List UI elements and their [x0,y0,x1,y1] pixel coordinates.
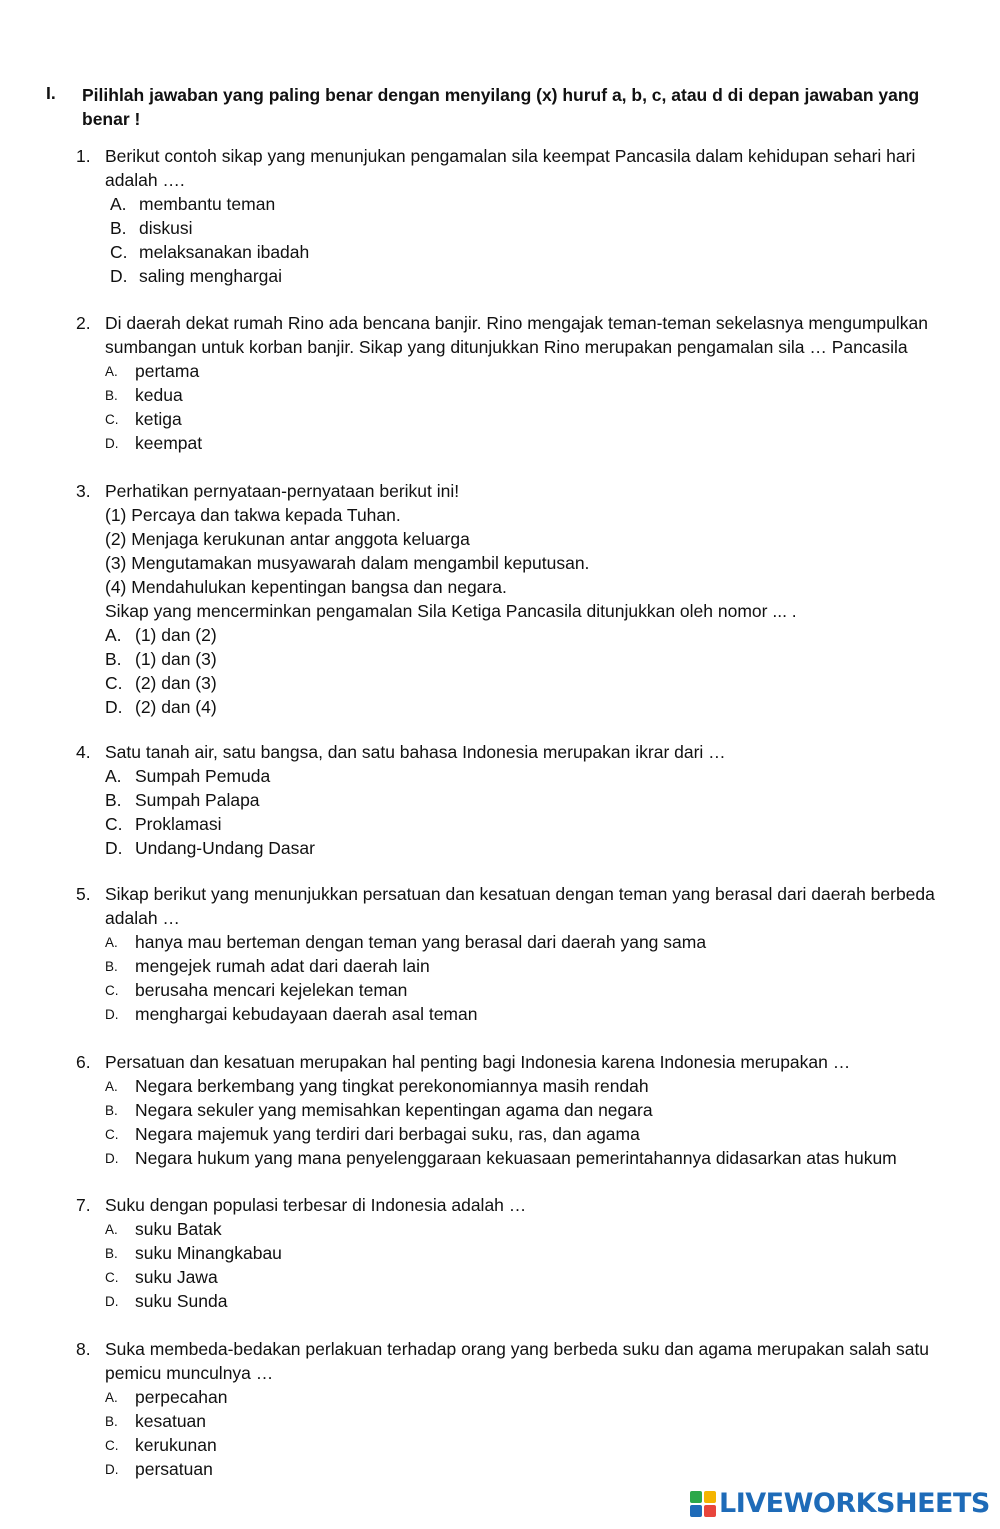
statement-1: (1) Percaya dan takwa kepada Tuhan. [105,505,401,525]
option-text: saling menghargai [139,266,283,286]
option-letter: C. [110,242,128,262]
option-text: ketiga [135,409,182,429]
option-text: suku Sunda [135,1291,228,1311]
question-body [105,479,965,719]
option-text: membantu teman [139,194,276,214]
option-letter: A. [105,766,122,786]
option-text: kedua [135,385,183,405]
option-letter: B. [105,649,122,669]
option-text: persatuan [135,1459,213,1479]
option-d[interactable] [105,1002,965,1026]
option-text: perpecahan [135,1387,228,1407]
instruction-number: I. [46,83,56,103]
option-c[interactable] [105,812,965,836]
option-c[interactable] [105,1122,965,1146]
statement-4: (4) Mendahulukan kepentingan bangsa dan negara. [105,577,507,597]
question-number: 3. [76,481,91,501]
question-body [105,882,965,1026]
option-c[interactable] [105,1265,965,1289]
option-letter: C. [105,1127,119,1142]
option-letter: A. [105,1222,118,1237]
option-text: Undang-Undang Dasar [135,838,315,858]
option-text: Negara hukum yang mana penyelenggaraan kekuasaan pemerintahannya didasarkan atas hukum [135,1148,897,1168]
option-text: Negara sekuler yang memisahkan kepentingan agama dan negara [135,1100,653,1120]
option-c[interactable] [105,407,965,431]
option-a[interactable] [105,1385,965,1409]
option-d[interactable] [105,1146,965,1170]
option-text: Sumpah Palapa [135,790,260,810]
option-d[interactable] [105,1289,965,1313]
option-text: kesatuan [135,1411,207,1431]
option-letter: C. [105,1270,119,1285]
option-text: Negara majemuk yang terdiri dari berbagai suku, ras, dan agama [135,1124,640,1144]
option-text: (2) dan (3) [135,673,217,693]
statement-2: (2) Menjaga kerukunan antar anggota keluarga [105,529,470,549]
option-letter: A. [105,1079,118,1094]
option-text: Negara berkembang yang tingkat perekonomiannya masih rendah [135,1076,649,1096]
option-a[interactable] [105,192,965,216]
option-d[interactable] [105,695,965,719]
option-letter: B. [105,959,118,974]
option-d[interactable] [105,264,965,288]
option-letter: C. [105,1438,119,1453]
question-number: 1. [76,146,91,166]
option-b[interactable] [105,788,965,812]
option-c[interactable] [105,978,965,1002]
option-letter: A. [105,935,118,950]
option-letter: D. [105,1462,119,1477]
option-letter: D. [105,697,123,717]
option-text: kerukunan [135,1435,217,1455]
option-letter: D. [110,266,128,286]
question-number: 5. [76,884,91,904]
option-b[interactable] [105,1098,965,1122]
option-text: (2) dan (4) [135,697,217,717]
question-number: 2. [76,313,91,333]
option-letter: B. [110,218,127,238]
option-text: suku Minangkabau [135,1243,282,1263]
question-text: Satu tanah air, satu bangsa, dan satu bahasa Indonesia merupakan ikrar dari … [105,742,726,762]
question-number: 7. [76,1195,91,1215]
option-d[interactable] [105,431,965,455]
option-b[interactable] [105,1241,965,1265]
option-text: suku Jawa [135,1267,218,1287]
question-body [105,740,965,860]
option-text: melaksanakan ibadah [139,242,310,262]
question-text: Perhatikan pernyataan-pernyataan berikut ini! [105,481,460,501]
option-letter: B. [105,1414,118,1429]
option-letter: C. [105,983,119,998]
question-body [105,1193,965,1313]
option-text: pertama [135,361,200,381]
option-c[interactable] [105,240,965,264]
option-b[interactable] [105,647,965,671]
option-letter: C. [105,673,123,693]
option-a[interactable] [105,1217,965,1241]
option-text: (1) dan (3) [135,649,217,669]
option-b[interactable] [105,954,965,978]
option-letter: B. [105,790,122,810]
option-letter: D. [105,1294,119,1309]
statement-3: (3) Mengutamakan musyawarah dalam mengambil keputusan. [105,553,590,573]
option-letter: A. [105,625,122,645]
option-letter: A. [105,1390,118,1405]
option-text: keempat [135,433,203,453]
option-letter: B. [105,1103,118,1118]
option-a[interactable] [105,1074,965,1098]
option-text: suku Batak [135,1219,222,1239]
question-number: 8. [76,1339,91,1359]
question-body [105,311,965,455]
option-letter: D. [105,838,123,858]
option-text: Proklamasi [135,814,222,834]
option-b[interactable] [105,1409,965,1433]
watermark-text: LIVEWORKSHEETS [719,1488,990,1519]
option-letter: A. [110,194,127,214]
option-a[interactable] [105,930,965,954]
option-letter: C. [105,814,123,834]
option-letter: D. [105,436,119,451]
option-text: (1) dan (2) [135,625,217,645]
question-text: Persatuan dan kesatuan merupakan hal penting bagi Indonesia karena Indonesia merupakan … [105,1052,851,1072]
question-body [105,1337,965,1481]
option-d[interactable] [105,1457,965,1481]
option-text: hanya mau berteman dengan teman yang berasal dari daerah yang sama [135,932,707,952]
option-text: berusaha mencari kejelekan teman [135,980,408,1000]
option-a[interactable] [105,764,965,788]
option-text: diskusi [139,218,193,238]
instruction-text: Pilihlah jawaban yang paling benar dengan menyilang (x) huruf a, b, c, atau d di depan jawaban yang benar ! [82,85,920,129]
question-text: Di daerah dekat rumah Rino ada bencana banjir. Rino mengajak teman-teman sekelasnya mengumpulkan sumbangan untuk korban banjir. Sikap yang ditunjukkan Rino merupakan pengamalan sila … Pancasila [105,313,928,357]
question-number: 4. [76,742,91,762]
option-letter: D. [105,1007,119,1022]
option-text: mengejek rumah adat dari daerah lain [135,956,430,976]
option-letter: C. [105,412,119,427]
option-a[interactable] [105,359,965,383]
question-text: Suku dengan populasi terbesar di Indonesia adalah … [105,1195,527,1215]
question-body [105,1050,965,1170]
option-text: Sumpah Pemuda [135,766,271,786]
liveworksheets-blocks-icon [690,1491,716,1517]
question-text: Sikap berikut yang menunjukkan persatuan dan kesatuan dengan teman yang berasal dari daerah berbeda adalah … [105,884,935,928]
option-letter: A. [105,364,118,379]
question-body [105,144,965,288]
option-letter: B. [105,1246,118,1261]
option-letter: D. [105,1151,119,1166]
question-number: 6. [76,1052,91,1072]
option-b[interactable] [105,216,965,240]
liveworksheets-logo [690,1488,990,1519]
option-letter: B. [105,388,118,403]
option-b[interactable] [105,383,965,407]
question-prompt: Sikap yang mencerminkan pengamalan Sila Ketiga Pancasila ditunjukkan oleh nomor ... . [105,601,797,621]
option-a[interactable] [105,623,965,647]
option-c[interactable] [105,671,965,695]
question-text: Berikut contoh sikap yang menunjukan pengamalan sila keempat Pancasila dalam kehidupan sehari hari adalah …. [105,146,916,190]
option-text: menghargai kebudayaan daerah asal teman [135,1004,478,1024]
option-d[interactable] [105,836,965,860]
question-text: Suka membeda-bedakan perlakuan terhadap orang yang berbeda suku dan agama merupakan salah satu pemicu munculnya … [105,1339,930,1383]
option-c[interactable] [105,1433,965,1457]
